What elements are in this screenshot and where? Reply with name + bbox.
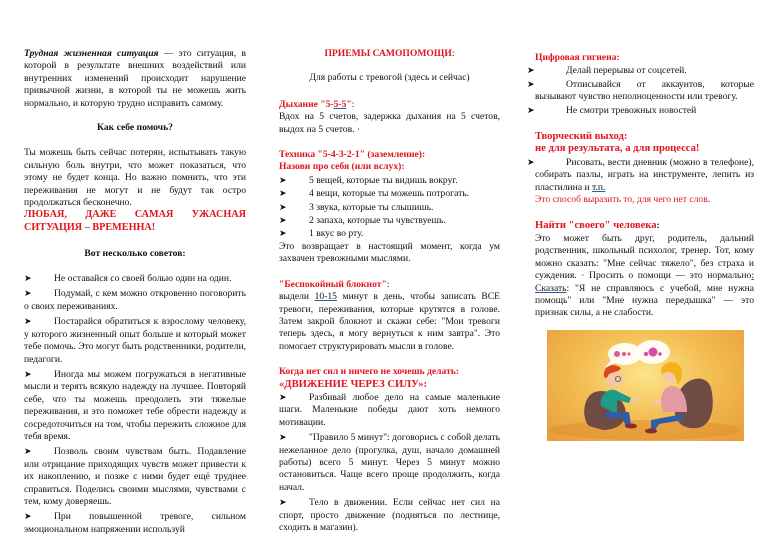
arrow-bullet-icon: ➤	[279, 188, 287, 199]
creative-subheading: не для результата, а для процесса!	[535, 143, 700, 155]
arrow-bullet-icon: ➤	[24, 316, 32, 327]
intro-term: Трудная жизненная ситуация	[24, 48, 159, 59]
arrow-bullet-icon: ➤	[279, 201, 287, 212]
person-heading: Найти "своего" человека:	[535, 220, 660, 232]
list-item: ➤ Постарайся обратиться к взрослому человеку, у которого жизненный опыт больше и который может тебе помочь. Это могут быть родственники, родители, педагоги.	[24, 316, 246, 365]
intro-text: — это ситуация, в которой в результате внешних воздействий или внутренних изменений происходит нарушение привычной жизни, в которой ты не можешь жить нормально, и которую трудно исправить самому.	[24, 48, 246, 109]
list-item: ➤ Не смотри тревожных новостей	[527, 104, 697, 116]
arrow-bullet-icon: ➤	[24, 273, 32, 284]
list-item: ➤ 3 звука, которые ты слышишь.	[279, 201, 434, 213]
conversation-illustration-icon	[547, 330, 744, 441]
arrow-bullet-icon: ➤	[527, 104, 535, 115]
digital-list	[527, 64, 754, 117]
breath-heading: Дыхание "5-5-5":	[279, 98, 355, 110]
arrow-bullet-icon: ➤	[279, 432, 287, 443]
arrow-bullet-icon: ➤	[24, 368, 32, 379]
list-item: ➤ 4 вещи, которые ты можешь потрогать.	[279, 188, 470, 200]
arrow-bullet-icon: ➤	[279, 497, 287, 508]
list-item: ➤ При повышенной тревоге, сильном эмоциональном напряжении используй	[24, 511, 246, 535]
creative-note: Это способ выразить то, для чего нет слов.	[535, 194, 711, 206]
force-heading: Когда нет сил и ничего не хочешь делать:	[279, 366, 460, 378]
list-item: ➤ Делай перерывы от соцсетей.	[527, 65, 687, 77]
list-item: ➤ Подумай, с кем можно откровенно поговорить о своих переживаниях.	[24, 288, 246, 312]
breath-text: Вдох на 5 счетов, задержка дыхания на 5 счетов, выдох на 5 счетов. ·	[279, 111, 500, 135]
list-item: ➤ 1 вкус во рту.	[279, 228, 364, 240]
list-item: ➤ Тело в движении. Если сейчас нет сил на спорт, просто движение (подняться по лестнице, сходить в магазин).	[279, 497, 500, 533]
arrow-bullet-icon: ➤	[279, 391, 287, 402]
right-column	[527, 0, 754, 320]
arrow-bullet-icon: ➤	[527, 65, 535, 76]
grounding-after: Это возвращает в настоящий момент, когда ум захвачен тревожными мыслями.	[279, 240, 500, 265]
heading-how-to-help: Как себе помочь?	[97, 122, 173, 134]
subtitle: Для работы с тревогой (здесь и сейчас)	[309, 72, 470, 84]
grounding-subheading: Назови про себя (или вслух):	[279, 161, 405, 173]
paragraph-temporary: ЛЮБАЯ, ДАЖЕ САМАЯ УЖАСНАЯ СИТУАЦИЯ – ВРЕМЕННА!	[24, 209, 246, 234]
page-title: ПРИЕМЫ САМОПОМОЩИ:	[324, 48, 455, 59]
arrow-bullet-icon: ➤	[24, 446, 32, 457]
notebook-text: выдели 10-15 минут в день, чтобы записать ВСЕ тревоги, переживания, которые крутятся в голове. Затем закрой блокнот и скажи себе: "Мои тревоги теперь здесь, я могу вернуться к ним завтра". Это помогает структурировать мысли в голове.	[279, 291, 500, 352]
tips-list	[24, 272, 246, 536]
list-item: ➤ Не оставайся со своей болью один на один.	[24, 273, 232, 285]
creative-item: ➤ Рисовать, вести дневник (можно в телефоне), собирать пазлы, играть на инструменте, лепить из пластилина и т.п.	[527, 156, 754, 193]
list-item: ➤ 5 вещей, которые ты видишь вокруг.	[279, 174, 458, 186]
arrow-bullet-icon: ➤	[279, 228, 287, 239]
notebook-heading: "Беспокойный блокнот":	[279, 278, 390, 290]
force-list	[279, 391, 500, 534]
digital-heading: Цифровая гигиена:	[535, 52, 620, 63]
arrow-bullet-icon: ➤	[24, 288, 32, 299]
left-column	[24, 0, 246, 536]
middle-column	[279, 0, 500, 534]
arrow-bullet-icon: ➤	[279, 174, 287, 185]
grounding-heading: Техника "5-4-3-2-1" (заземление):	[279, 149, 426, 161]
arrow-bullet-icon: ➤	[279, 215, 287, 226]
creative-heading: Творческий выход:	[535, 131, 628, 143]
arrow-bullet-icon: ➤	[527, 78, 535, 89]
list-item: ➤ Позволь своим чувствам быть. Подавление или отрицание приходящих чувств может привести к их накоплению, и позже с ними будет ещё труднее справиться. Поделись своими мыслями, чувствами с тем, кому доверяешь.	[24, 446, 246, 507]
list-item: ➤ Отписывайся от аккаунтов, которые вызывают чувство неполноценности или тревогу.	[527, 78, 754, 103]
list-item: ➤ 2 запаха, которые ты чувствуешь.	[279, 215, 446, 227]
heading-tips: Вот несколько советов:	[84, 247, 186, 259]
person-text: Это может быть друг, родитель, дальний родственник, школьный психолог, тренер. Тот, кому можно сказать: "Мне сейчас тяжело", без страха и суждения. · Просить о помощи — это нормально: Сказать: "Я не справляюсь с учебой, мне нужна помощь" или "Мне нужна передышка" — это признак силы, а не слабости.	[535, 232, 754, 319]
list-item: ➤ Разбивай любое дело на самые маленькие шаги. Маленькие победы дают хоть немного мотивации.	[279, 391, 500, 428]
intro-paragraph	[24, 48, 246, 110]
force-subheading: «ДВИЖЕНИЕ ЧЕРЕЗ СИЛУ»:	[279, 378, 428, 390]
arrow-bullet-icon: ➤	[24, 511, 32, 522]
paragraph-lost: Ты можешь быть сейчас потерян, испытывать такую сильную боль внутри, что может показаться, что этому не будет конца. Но важно помнить, что эти переживания не могут и не будут так остро продолжаться бесконечно.	[24, 147, 246, 209]
list-item: ➤ "Правило 5 минут": договорись с собой делать нежеланное дело (прогулка, душ, начало домашней работы) всего 5 минут. Через 5 минут можно остановиться. Чаще всего проще продолжить, когда начал.	[279, 432, 500, 493]
illustration-two-people-talking	[547, 330, 744, 441]
arrow-bullet-icon: ➤	[527, 156, 535, 167]
list-item: ➤ Иногда мы можем погружаться в негативные мысли и терять всякую надежду на лучшее. Повторяй себе, что ты можешь преодолеть эти тяжелые переживания, и это поможет тебе обрести надежду и сосредоточиться на том, чтобы пережить сложное для тебя время.	[24, 368, 246, 442]
grounding-list	[279, 174, 500, 241]
